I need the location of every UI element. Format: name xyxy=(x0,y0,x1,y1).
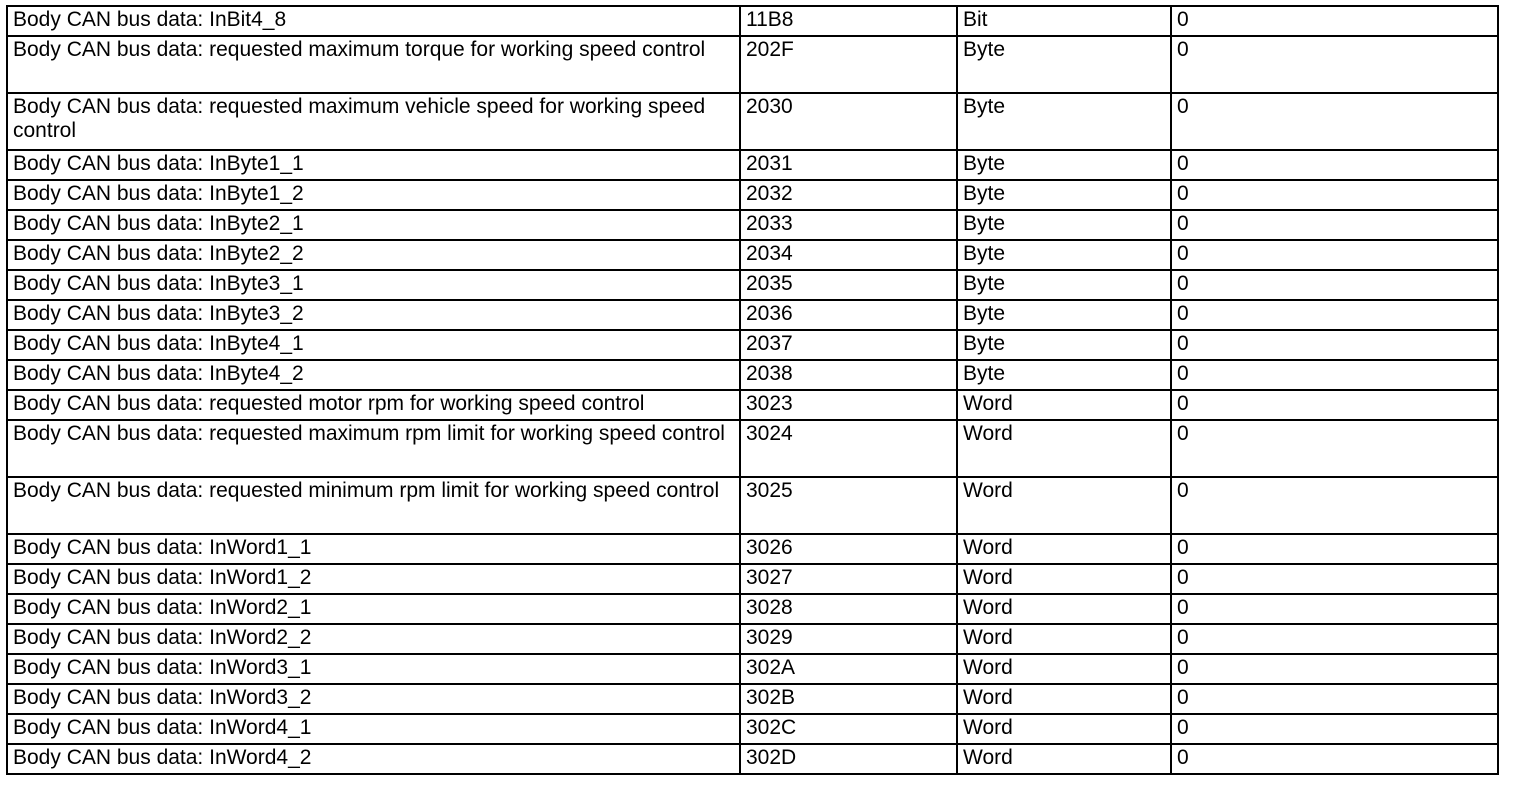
table-row xyxy=(7,6,1498,36)
cell-description: Body CAN bus data: requested minimum rpm limit for working speed control xyxy=(7,477,740,534)
cell-type: Byte xyxy=(957,330,1171,360)
table-row xyxy=(7,36,1498,93)
table-row xyxy=(7,210,1498,240)
table-row xyxy=(7,150,1498,180)
cell-value: 0 xyxy=(1171,180,1498,210)
cell-id: 2032 xyxy=(740,180,957,210)
table-row xyxy=(7,330,1498,360)
cell-description: Body CAN bus data: InWord2_2 xyxy=(7,624,740,654)
table-row xyxy=(7,534,1498,564)
cell-value: 0 xyxy=(1171,744,1498,774)
cell-value: 0 xyxy=(1171,654,1498,684)
cell-type: Byte xyxy=(957,360,1171,390)
cell-description: Body CAN bus data: InByte3_1 xyxy=(7,270,740,300)
cell-description: Body CAN bus data: InByte1_1 xyxy=(7,150,740,180)
cell-value: 0 xyxy=(1171,270,1498,300)
cell-id: 3027 xyxy=(740,564,957,594)
cell-type: Word xyxy=(957,714,1171,744)
cell-id: 2030 xyxy=(740,93,957,150)
cell-value: 0 xyxy=(1171,714,1498,744)
table-row xyxy=(7,270,1498,300)
cell-type: Word xyxy=(957,624,1171,654)
cell-id: 2035 xyxy=(740,270,957,300)
cell-description: Body CAN bus data: InWord1_2 xyxy=(7,564,740,594)
cell-type: Byte xyxy=(957,270,1171,300)
cell-type: Word xyxy=(957,420,1171,477)
cell-value: 0 xyxy=(1171,93,1498,150)
cell-id: 3028 xyxy=(740,594,957,624)
cell-type: Word xyxy=(957,654,1171,684)
table-row xyxy=(7,300,1498,330)
cell-value: 0 xyxy=(1171,150,1498,180)
table-row xyxy=(7,180,1498,210)
cell-value: 0 xyxy=(1171,210,1498,240)
cell-id: 3025 xyxy=(740,477,957,534)
table-row xyxy=(7,360,1498,390)
cell-id: 3026 xyxy=(740,534,957,564)
cell-description: Body CAN bus data: InByte4_2 xyxy=(7,360,740,390)
cell-id: 302B xyxy=(740,684,957,714)
cell-description: Body CAN bus data: requested motor rpm for working speed control xyxy=(7,390,740,420)
can-bus-parameter-table xyxy=(6,5,1499,775)
cell-type: Byte xyxy=(957,180,1171,210)
cell-type: Byte xyxy=(957,36,1171,93)
table-row xyxy=(7,93,1498,150)
table-row xyxy=(7,594,1498,624)
cell-id: 302C xyxy=(740,714,957,744)
table-row xyxy=(7,564,1498,594)
cell-id: 2034 xyxy=(740,240,957,270)
cell-type: Byte xyxy=(957,93,1171,150)
cell-description: Body CAN bus data: InWord3_2 xyxy=(7,684,740,714)
cell-value: 0 xyxy=(1171,477,1498,534)
cell-value: 0 xyxy=(1171,684,1498,714)
cell-description: Body CAN bus data: InByte4_1 xyxy=(7,330,740,360)
cell-description: Body CAN bus data: requested maximum torque for working speed control xyxy=(7,36,740,93)
table-row xyxy=(7,477,1498,534)
cell-id: 302A xyxy=(740,654,957,684)
cell-type: Word xyxy=(957,684,1171,714)
cell-value: 0 xyxy=(1171,36,1498,93)
table-row xyxy=(7,684,1498,714)
cell-value: 0 xyxy=(1171,624,1498,654)
cell-type: Word xyxy=(957,477,1171,534)
table-row xyxy=(7,624,1498,654)
cell-description: Body CAN bus data: InWord4_1 xyxy=(7,714,740,744)
cell-value: 0 xyxy=(1171,240,1498,270)
cell-id: 2031 xyxy=(740,150,957,180)
cell-value: 0 xyxy=(1171,564,1498,594)
cell-description: Body CAN bus data: InByte2_2 xyxy=(7,240,740,270)
cell-type: Word xyxy=(957,564,1171,594)
cell-id: 3024 xyxy=(740,420,957,477)
cell-description: Body CAN bus data: InWord3_1 xyxy=(7,654,740,684)
cell-value: 0 xyxy=(1171,534,1498,564)
cell-value: 0 xyxy=(1171,6,1498,36)
cell-value: 0 xyxy=(1171,420,1498,477)
table-row xyxy=(7,240,1498,270)
cell-id: 11B8 xyxy=(740,6,957,36)
cell-description: Body CAN bus data: InWord4_2 xyxy=(7,744,740,774)
cell-type: Byte xyxy=(957,240,1171,270)
cell-type: Byte xyxy=(957,150,1171,180)
cell-id: 302D xyxy=(740,744,957,774)
cell-value: 0 xyxy=(1171,330,1498,360)
cell-id: 202F xyxy=(740,36,957,93)
table-row xyxy=(7,714,1498,744)
cell-description: Body CAN bus data: InBit4_8 xyxy=(7,6,740,36)
cell-description: Body CAN bus data: InWord2_1 xyxy=(7,594,740,624)
table-row xyxy=(7,420,1498,477)
cell-description: Body CAN bus data: InByte3_2 xyxy=(7,300,740,330)
cell-id: 3029 xyxy=(740,624,957,654)
cell-type: Bit xyxy=(957,6,1171,36)
cell-description: Body CAN bus data: requested maximum vehicle speed for working speed control xyxy=(7,93,740,150)
cell-type: Byte xyxy=(957,300,1171,330)
cell-id: 2033 xyxy=(740,210,957,240)
cell-value: 0 xyxy=(1171,300,1498,330)
table-row xyxy=(7,390,1498,420)
cell-value: 0 xyxy=(1171,390,1498,420)
cell-value: 0 xyxy=(1171,594,1498,624)
cell-id: 2038 xyxy=(740,360,957,390)
cell-value: 0 xyxy=(1171,360,1498,390)
cell-description: Body CAN bus data: InByte1_2 xyxy=(7,180,740,210)
cell-type: Word xyxy=(957,594,1171,624)
cell-description: Body CAN bus data: InByte2_1 xyxy=(7,210,740,240)
cell-id: 3023 xyxy=(740,390,957,420)
cell-type: Byte xyxy=(957,210,1171,240)
cell-type: Word xyxy=(957,390,1171,420)
cell-description: Body CAN bus data: requested maximum rpm limit for working speed control xyxy=(7,420,740,477)
cell-type: Word xyxy=(957,534,1171,564)
table-row xyxy=(7,654,1498,684)
table-row xyxy=(7,744,1498,774)
cell-description: Body CAN bus data: InWord1_1 xyxy=(7,534,740,564)
cell-type: Word xyxy=(957,744,1171,774)
cell-id: 2036 xyxy=(740,300,957,330)
cell-id: 2037 xyxy=(740,330,957,360)
